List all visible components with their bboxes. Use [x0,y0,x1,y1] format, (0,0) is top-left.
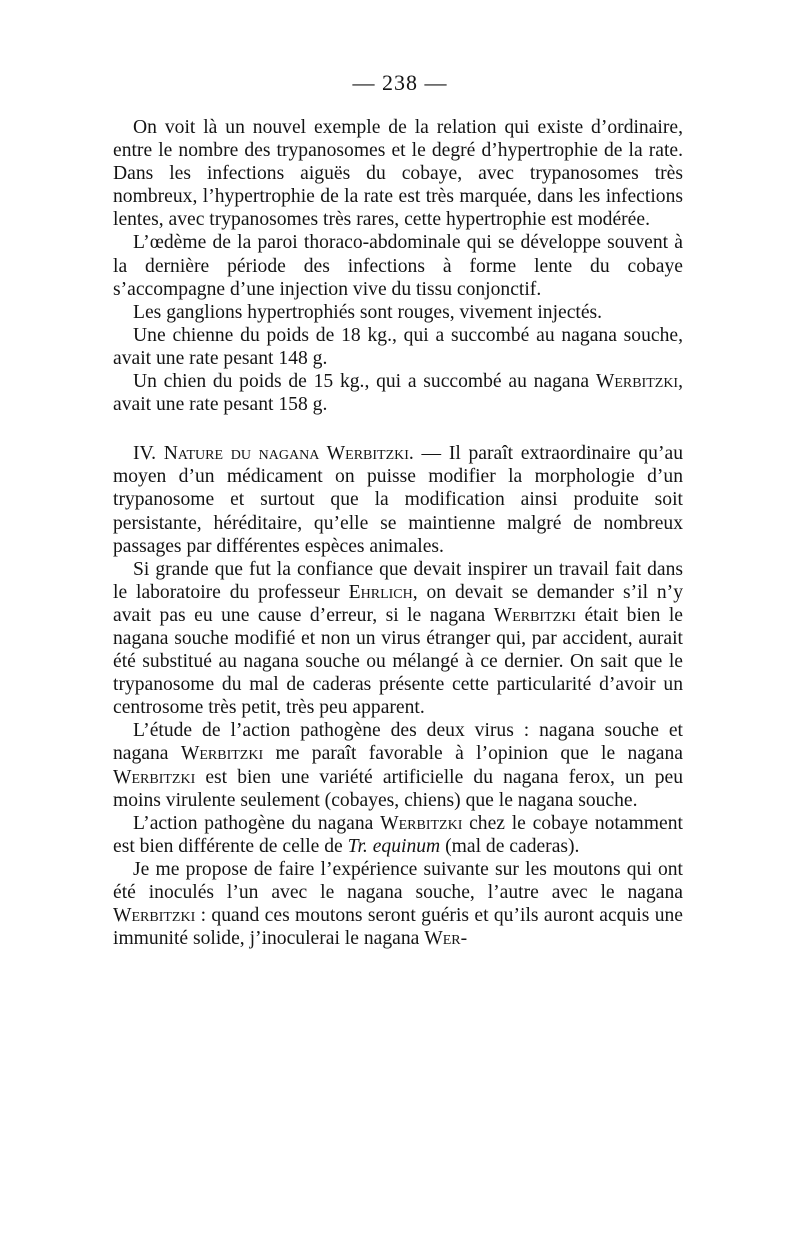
paragraph-chienne: Une chienne du poids de 18 kg., qui a succombé au nagana souche, avait une rate pesant 148 g. [113,324,683,369]
paragraph-oedeme: L’œdème de la paroi thoraco-abdominale qui se développe souvent à la dernière période des infections à forme lente du cobaye s’accompagne d’une injection vive du tissu conjonctif. [113,232,683,300]
paragraph-confiance [113,558,683,720]
author-name: Werbitzki [113,905,196,927]
text-run: : quand ces moutons seront guéris et qu’ils auront acquis une immunité solide, j’inoculerai le nagana [113,905,683,950]
author-name: Ehrlich [348,581,413,603]
text-run: — Il paraît extraordinaire qu’au moyen d’un médicament on puisse modifier la morphologie d’un trypanosome et surtout que la modification ainsi produite soit persistante, héréditaire, qu’elle se maintienne malgré de nombreux passages par différentes espèces animales. [113,443,683,557]
text-run: , on devait se demander s’il n’y avait pas eu une cause d’erreur, si le nagana [113,581,683,626]
section-heading: IV. Nature du nagana Werbitzki. [133,443,414,465]
text-run: était bien le nagana souche modifié et non un virus étranger qui, par accident, aurait été substitué au nagana souche ou mélangé à ce dernier. On sait que le trypanosome du mal de caderas présente cette particularité d’avoir un centrosome très petit, très peu apparent. [113,604,684,719]
author-name: Werbitzki [493,604,576,626]
page-body [113,116,683,950]
text-run: me paraît favorable à l’opinion que le nagana [263,743,683,765]
paragraph-chien [113,370,683,416]
paragraph-ganglions: Les ganglions hypertrophiés sont rouges, vivement injectés. [133,301,603,323]
text-run: Je me propose de faire l’expérience suivante sur les moutons qui ont été inoculés l’un avec le nagana souche, l’autre avec le nagana [113,858,683,903]
author-name: Wer- [424,928,468,950]
species-name: Tr. equinum [347,835,441,857]
paragraph-experience [113,858,683,950]
text-run: L’étude de l’action pathogène des deux virus : nagana souche et nagana [113,720,683,765]
author-name: Werbitzki [180,743,264,765]
text-run: Un chien du poids de 15 kg., qui a succombé au nagana [133,371,596,393]
author-name: Werbitzki [595,371,679,393]
text-run: Si grande que fut la confiance que devait inspirer un travail fait dans le laboratoire du professeur [113,558,683,603]
paragraph-action [113,812,683,858]
text-run: est bien une variété artificielle du nagana ferox, un peu moins virulente seulement (cobayes, chiens) que le nagana souche. [113,766,683,811]
text-run: , avait une rate pesant 158 g. [113,371,683,416]
author-name: Werbitzki [380,812,463,834]
page-number: — 238 — [352,70,448,95]
paragraph-etude [113,719,683,811]
text-run: (mal de caderas). [440,835,580,857]
section-spacer [113,416,683,442]
text-run: chez le cobaye notamment est bien différente de celle de [113,812,683,857]
author-name: Werbitzki [113,766,196,788]
section-paragraph-nature [113,442,683,557]
text-run: L’action pathogène du nagana [133,812,381,834]
paragraph-rate-relation: On voit là un nouvel exemple de la relation qui existe d’ordinaire, entre le nombre des trypanosomes et le degré d’hypertrophie de la rate. Dans les infections aiguës du cobaye, avec trypanosomes très nombreux, l’hypertrophie de la rate est très marquée, dans les infections lentes, avec trypanosomes très rares, cette hypertrophie est modérée. [113,117,683,231]
